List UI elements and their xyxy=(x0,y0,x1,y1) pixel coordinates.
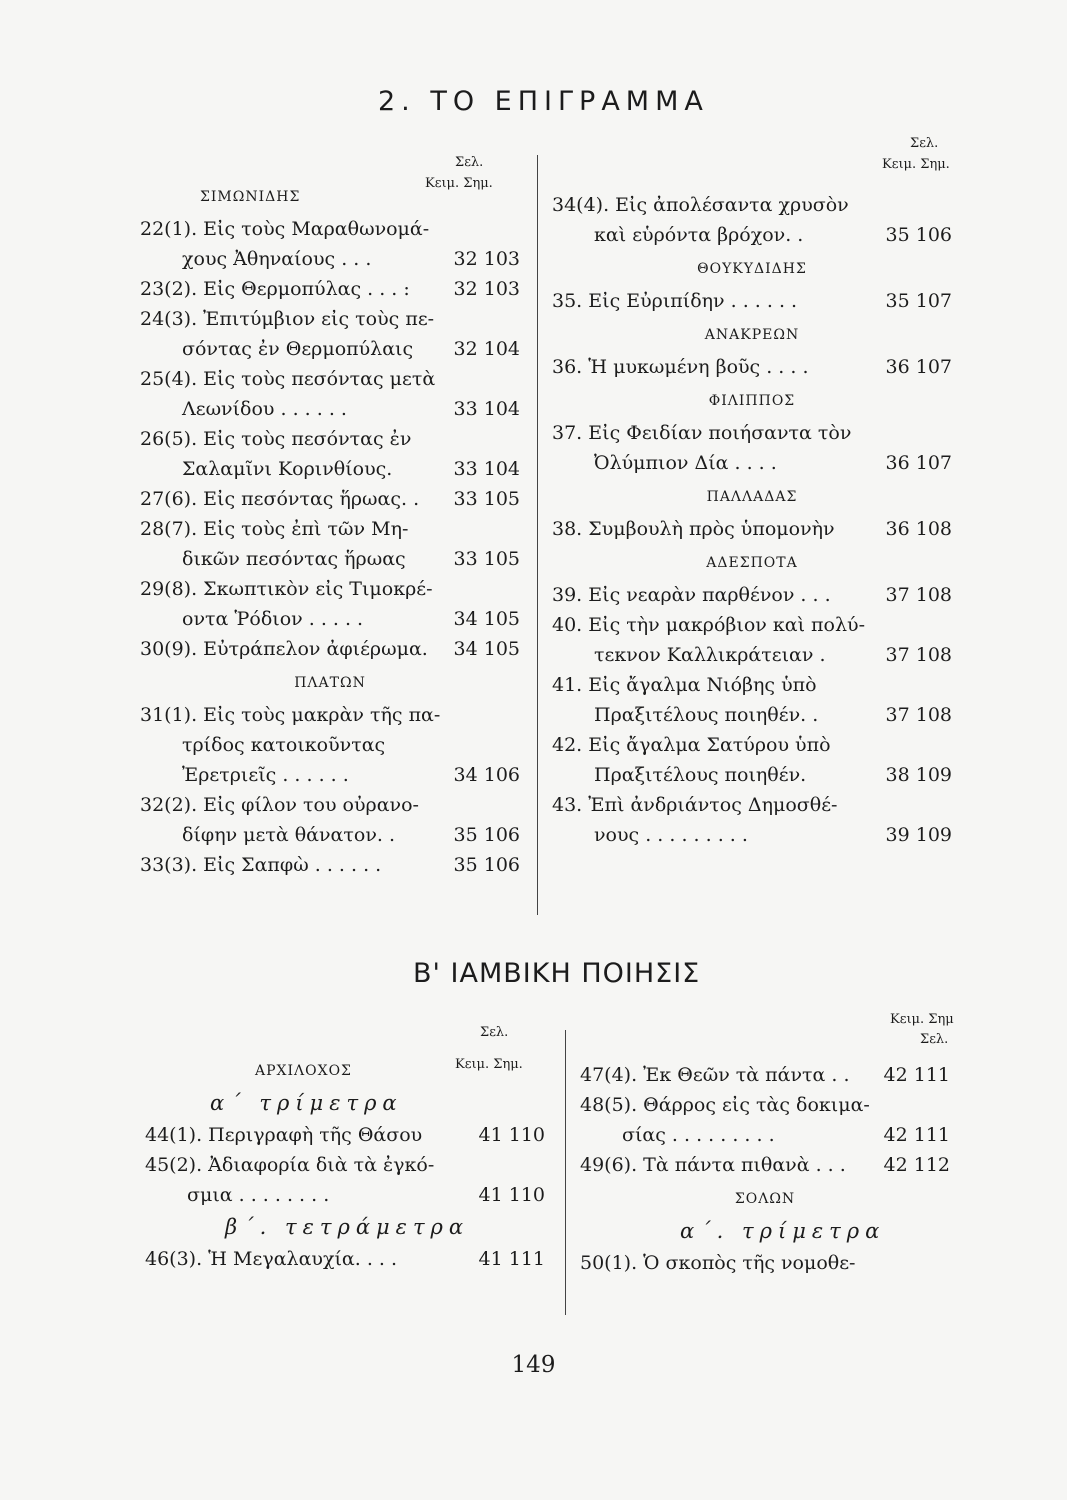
entry-line xyxy=(140,700,520,730)
entry-text: 24(3). Ἐπιτύμβιον εἰς τοὺς πε- xyxy=(140,308,435,330)
top-right-column xyxy=(552,190,952,850)
column-divider-bottom xyxy=(565,1030,566,1315)
author-palladas: ΠΑΛΛΑΔΑΣ xyxy=(706,489,798,505)
entry-text: 25(4). Εἰς τοὺς πεσόντας μετὰ xyxy=(140,368,436,390)
subheading-trimetra: α΄ τρίμετρα xyxy=(210,1091,403,1115)
entry-line xyxy=(580,1120,950,1150)
entry-text: 36. Ἡ μυκωμένη βοῦς . . . . xyxy=(552,356,809,378)
entry-line xyxy=(140,544,520,574)
entry-text: Ἐρετριεῖς . . . . . . xyxy=(182,764,349,786)
entry-text: 34(4). Εἰς ἀπολέσαντα χρυσὸν xyxy=(552,194,849,216)
entry-text: 40. Εἰς τὴν μακρόβιον καὶ πολύ- xyxy=(552,614,865,636)
column-header-sel-right: Σελ. xyxy=(910,136,939,151)
page-refs: 41 111 xyxy=(478,1248,545,1270)
entry-text: 50(1). Ὁ σκοπὸς τῆς νομοθε- xyxy=(580,1252,856,1274)
entry-text: Λεωνίδου . . . . . . xyxy=(182,398,347,420)
page-refs: 37 108 xyxy=(885,584,952,606)
entry-line xyxy=(140,760,520,790)
entry-text: 37. Εἰς Φειδίαν ποιήσαντα τὸν xyxy=(552,422,852,444)
entry-text: 45(2). Ἀδιαφορία διὰ τὰ ἐγκό- xyxy=(145,1154,435,1176)
page-refs: 35 106 xyxy=(885,224,952,246)
entry-text: σίας . . . . . . . . . xyxy=(622,1124,775,1146)
entry-text: 28(7). Εἰς τοὺς ἐπὶ τῶν Μη- xyxy=(140,518,409,540)
entry-line xyxy=(140,634,520,664)
entry-45 xyxy=(145,1150,545,1210)
entry-line xyxy=(580,1090,950,1120)
entry-text: 33(3). Εἰς Σαπφὼ . . . . . . xyxy=(140,854,382,876)
entry-line xyxy=(552,670,952,700)
entry-line xyxy=(140,424,520,454)
section2-title: Β' ΙΑΜΒΙΚΗ ΠΟΙΗΣΙΣ xyxy=(413,958,701,989)
page-refs: 37 108 xyxy=(885,644,952,666)
entry-text: 31(1). Εἰς τοὺς μακρὰν τῆς πα- xyxy=(140,704,441,726)
entry-line xyxy=(552,700,952,730)
entry-line xyxy=(145,1180,545,1210)
page-refs: 32 103 xyxy=(453,248,520,270)
entry-35 xyxy=(552,286,952,316)
entry-line xyxy=(552,820,952,850)
entry-line xyxy=(552,790,952,820)
entry-49 xyxy=(580,1150,950,1180)
entry-text: 41. Εἰς ἄγαλμα Νιόβης ὑπὸ xyxy=(552,674,817,696)
entry-line xyxy=(140,484,520,514)
page-refs: 42 112 xyxy=(883,1154,950,1176)
page-refs: 35 107 xyxy=(885,290,952,312)
entry-line xyxy=(552,730,952,760)
entry-text: 44(1). Περιγραφὴ τῆς Θάσου xyxy=(145,1124,423,1146)
entry-text: χους Ἀθηναίους . . . xyxy=(182,248,372,270)
entry-line xyxy=(140,454,520,484)
entry-44 xyxy=(145,1120,545,1150)
entry-46 xyxy=(145,1244,545,1274)
page-refs: 35 106 xyxy=(453,854,520,876)
entry-line xyxy=(552,286,952,316)
entry-43 xyxy=(552,790,952,850)
entry-text: σμια . . . . . . . . xyxy=(187,1184,330,1206)
author-thoukydides: ΘΟΥΚΥΔΙΔΗΣ xyxy=(697,261,807,277)
entry-line xyxy=(140,394,520,424)
entry-48 xyxy=(580,1090,950,1150)
entry-text: 49(6). Τὰ πάντα πιθανὰ . . . xyxy=(580,1154,846,1176)
page-refs: 33 104 xyxy=(453,458,520,480)
entry-line xyxy=(140,850,520,880)
entry-line xyxy=(140,790,520,820)
entry-text: 22(1). Εἰς τοὺς Μαραθωνομά- xyxy=(140,218,430,240)
author-solon: ΣΟΛΩΝ xyxy=(734,1191,796,1207)
entry-text: 26(5). Εἰς τοὺς πεσόντας ἐν xyxy=(140,428,412,450)
page-refs: 36 108 xyxy=(885,518,952,540)
page-refs: 33 105 xyxy=(453,488,520,510)
top-left-column xyxy=(140,178,520,880)
entry-text: 47(4). Ἐκ Θεῶν τὰ πάντα . . xyxy=(580,1064,850,1086)
entry-line xyxy=(140,274,520,304)
entry-line xyxy=(145,1244,545,1274)
page-refs: 37 108 xyxy=(885,704,952,726)
entry-50 xyxy=(580,1248,950,1278)
entry-39 xyxy=(552,580,952,610)
entry-line xyxy=(140,514,520,544)
entry-text: Σαλαμῖνι Κορινθίους. xyxy=(182,458,393,480)
entry-line xyxy=(140,574,520,604)
entry-text: 27(6). Εἰς πεσόντας ἥρωας. . xyxy=(140,488,420,510)
entry-text: 30(9). Εὐτράπελον ἀφιέρωμα. xyxy=(140,638,428,660)
entry-38 xyxy=(552,514,952,544)
entry-line xyxy=(552,418,952,448)
author-archilochos: ΑΡΧΙΛΟΧΟΣ xyxy=(255,1063,352,1079)
entry-line xyxy=(552,352,952,382)
column-header-sel-bottom: Σελ. xyxy=(480,1025,509,1040)
entry-text: 39. Εἰς νεαρὰν παρθένον . . . xyxy=(552,584,831,606)
platon-entries xyxy=(140,700,520,880)
entry-34 xyxy=(552,190,952,250)
entry-text: καὶ εὑρόντα βρόχον. . xyxy=(594,224,804,246)
entry-line xyxy=(140,604,520,634)
entry-line xyxy=(580,1060,950,1090)
entry-40 xyxy=(552,610,952,670)
author-simonides: ΣΙΜΩΝΙΔΗΣ xyxy=(200,189,301,205)
entry-47 xyxy=(580,1060,950,1090)
entry-text: δικῶν πεσόντας ἥρωας xyxy=(182,548,406,570)
entry-text: 48(5). Θάρρος εἰς τὰς δοκιμα- xyxy=(580,1094,870,1116)
entry-text: οντα Ῥόδιον . . . . . xyxy=(182,608,364,630)
entry-line xyxy=(140,730,520,760)
page-number: 149 xyxy=(511,1352,556,1378)
entry-text: 23(2). Εἰς Θερμοπύλας . . . : xyxy=(140,278,410,300)
subheading-trimetra-solon: α΄. τρίμετρα xyxy=(680,1219,886,1243)
page-refs: 32 103 xyxy=(453,278,520,300)
page-refs: 34 105 xyxy=(453,608,520,630)
page-refs: 33 104 xyxy=(453,398,520,420)
entry-37 xyxy=(552,418,952,478)
entry-text: 32(2). Εἰς φίλον του οὐρανο- xyxy=(140,794,419,816)
entry-line xyxy=(552,514,952,544)
entry-line xyxy=(552,760,952,790)
page-refs: 42 111 xyxy=(883,1064,950,1086)
entry-line xyxy=(552,580,952,610)
column-header-keim-bottom: Κειμ. Σημ. xyxy=(455,1057,523,1072)
page-refs: 36 107 xyxy=(885,452,952,474)
page-refs: 41 110 xyxy=(478,1124,545,1146)
entry-line xyxy=(140,214,520,244)
entry-line xyxy=(552,190,952,220)
author-adespota: ΑΔΕΣΠΟΤΑ xyxy=(706,555,798,571)
bottom-right-column xyxy=(580,1060,950,1278)
entry-text: τεκνον Καλλικράτειαν . xyxy=(594,644,826,666)
entry-42 xyxy=(552,730,952,790)
entry-line xyxy=(140,334,520,364)
entry-line xyxy=(552,640,952,670)
author-platon: ΠΛΑΤΩΝ xyxy=(294,675,366,691)
entry-line xyxy=(140,364,520,394)
page-refs: 39 109 xyxy=(885,824,952,846)
entry-text: Πραξιτέλους ποιηθέν. xyxy=(594,764,807,786)
entry-36 xyxy=(552,352,952,382)
column-header-keim: Κειμ. Σημ. xyxy=(425,176,493,191)
page-refs: 41 110 xyxy=(478,1184,545,1206)
entry-text: δίφην μετὰ θάνατον. . xyxy=(182,824,396,846)
entry-line xyxy=(140,304,520,334)
column-header-keim-right: Κειμ. Σημ. xyxy=(882,157,950,172)
page-refs: 42 111 xyxy=(883,1124,950,1146)
entry-text: Πραξιτέλους ποιηθέν. . xyxy=(594,704,819,726)
entry-text: σόντας ἐν Θερμοπύλαις xyxy=(182,338,414,360)
entry-line xyxy=(140,820,520,850)
page-refs: 32 104 xyxy=(453,338,520,360)
entry-text: 35. Εἰς Εὐριπίδην . . . . . . xyxy=(552,290,798,312)
entry-line xyxy=(145,1120,545,1150)
entry-line xyxy=(580,1248,950,1278)
column-divider xyxy=(537,155,538,915)
page-refs: 35 106 xyxy=(453,824,520,846)
entry-line xyxy=(580,1150,950,1180)
page-refs: 34 105 xyxy=(453,638,520,660)
entry-text: 38. Συμβουλὴ πρὸς ὑπομονὴν xyxy=(552,518,835,540)
entry-line xyxy=(145,1150,545,1180)
column-header-sel: Σελ. xyxy=(455,155,484,170)
simonides-entries xyxy=(140,214,520,664)
page-refs: 38 109 xyxy=(885,764,952,786)
page-refs: 33 105 xyxy=(453,548,520,570)
author-philippos: ΦΙΛΙΠΠΟΣ xyxy=(708,393,796,409)
page-refs: 36 107 xyxy=(885,356,952,378)
entry-line xyxy=(140,244,520,274)
author-anakreon: ΑΝΑΚΡΕΩΝ xyxy=(704,327,800,343)
entry-text: τρίδος κατοικοῦντας xyxy=(182,734,386,756)
entry-text: 43. Ἐπὶ ἀνδριάντος Δημοσθέ- xyxy=(552,794,838,816)
page-refs: 34 106 xyxy=(453,764,520,786)
entry-line xyxy=(552,448,952,478)
entry-line xyxy=(552,220,952,250)
entry-text: 42. Εἰς ἄγαλμα Σατύρου ὑπὸ xyxy=(552,734,831,756)
bottom-left-column xyxy=(145,1052,545,1274)
entry-41 xyxy=(552,670,952,730)
entry-line xyxy=(552,610,952,640)
entry-text: νους . . . . . . . . . xyxy=(594,824,748,846)
entry-text: 29(8). Σκωπτικὸν εἰς Τιμοκρέ- xyxy=(140,578,433,600)
entry-text: 46(3). Ἡ Μεγαλαυχία. . . . xyxy=(145,1248,398,1270)
subheading-tetrametra: β΄. τετράμετρα xyxy=(225,1215,470,1239)
section-title: 2. ΤΟ ΕΠΙΓΡΑΜΜΑ xyxy=(378,86,709,117)
entry-text: Ὀλύμπιον Δία . . . . xyxy=(594,452,777,474)
column-header-keim-bottom-right: Κειμ. Σημ xyxy=(890,1012,954,1027)
column-header-sel-bottom-right: Σελ. xyxy=(920,1032,949,1047)
